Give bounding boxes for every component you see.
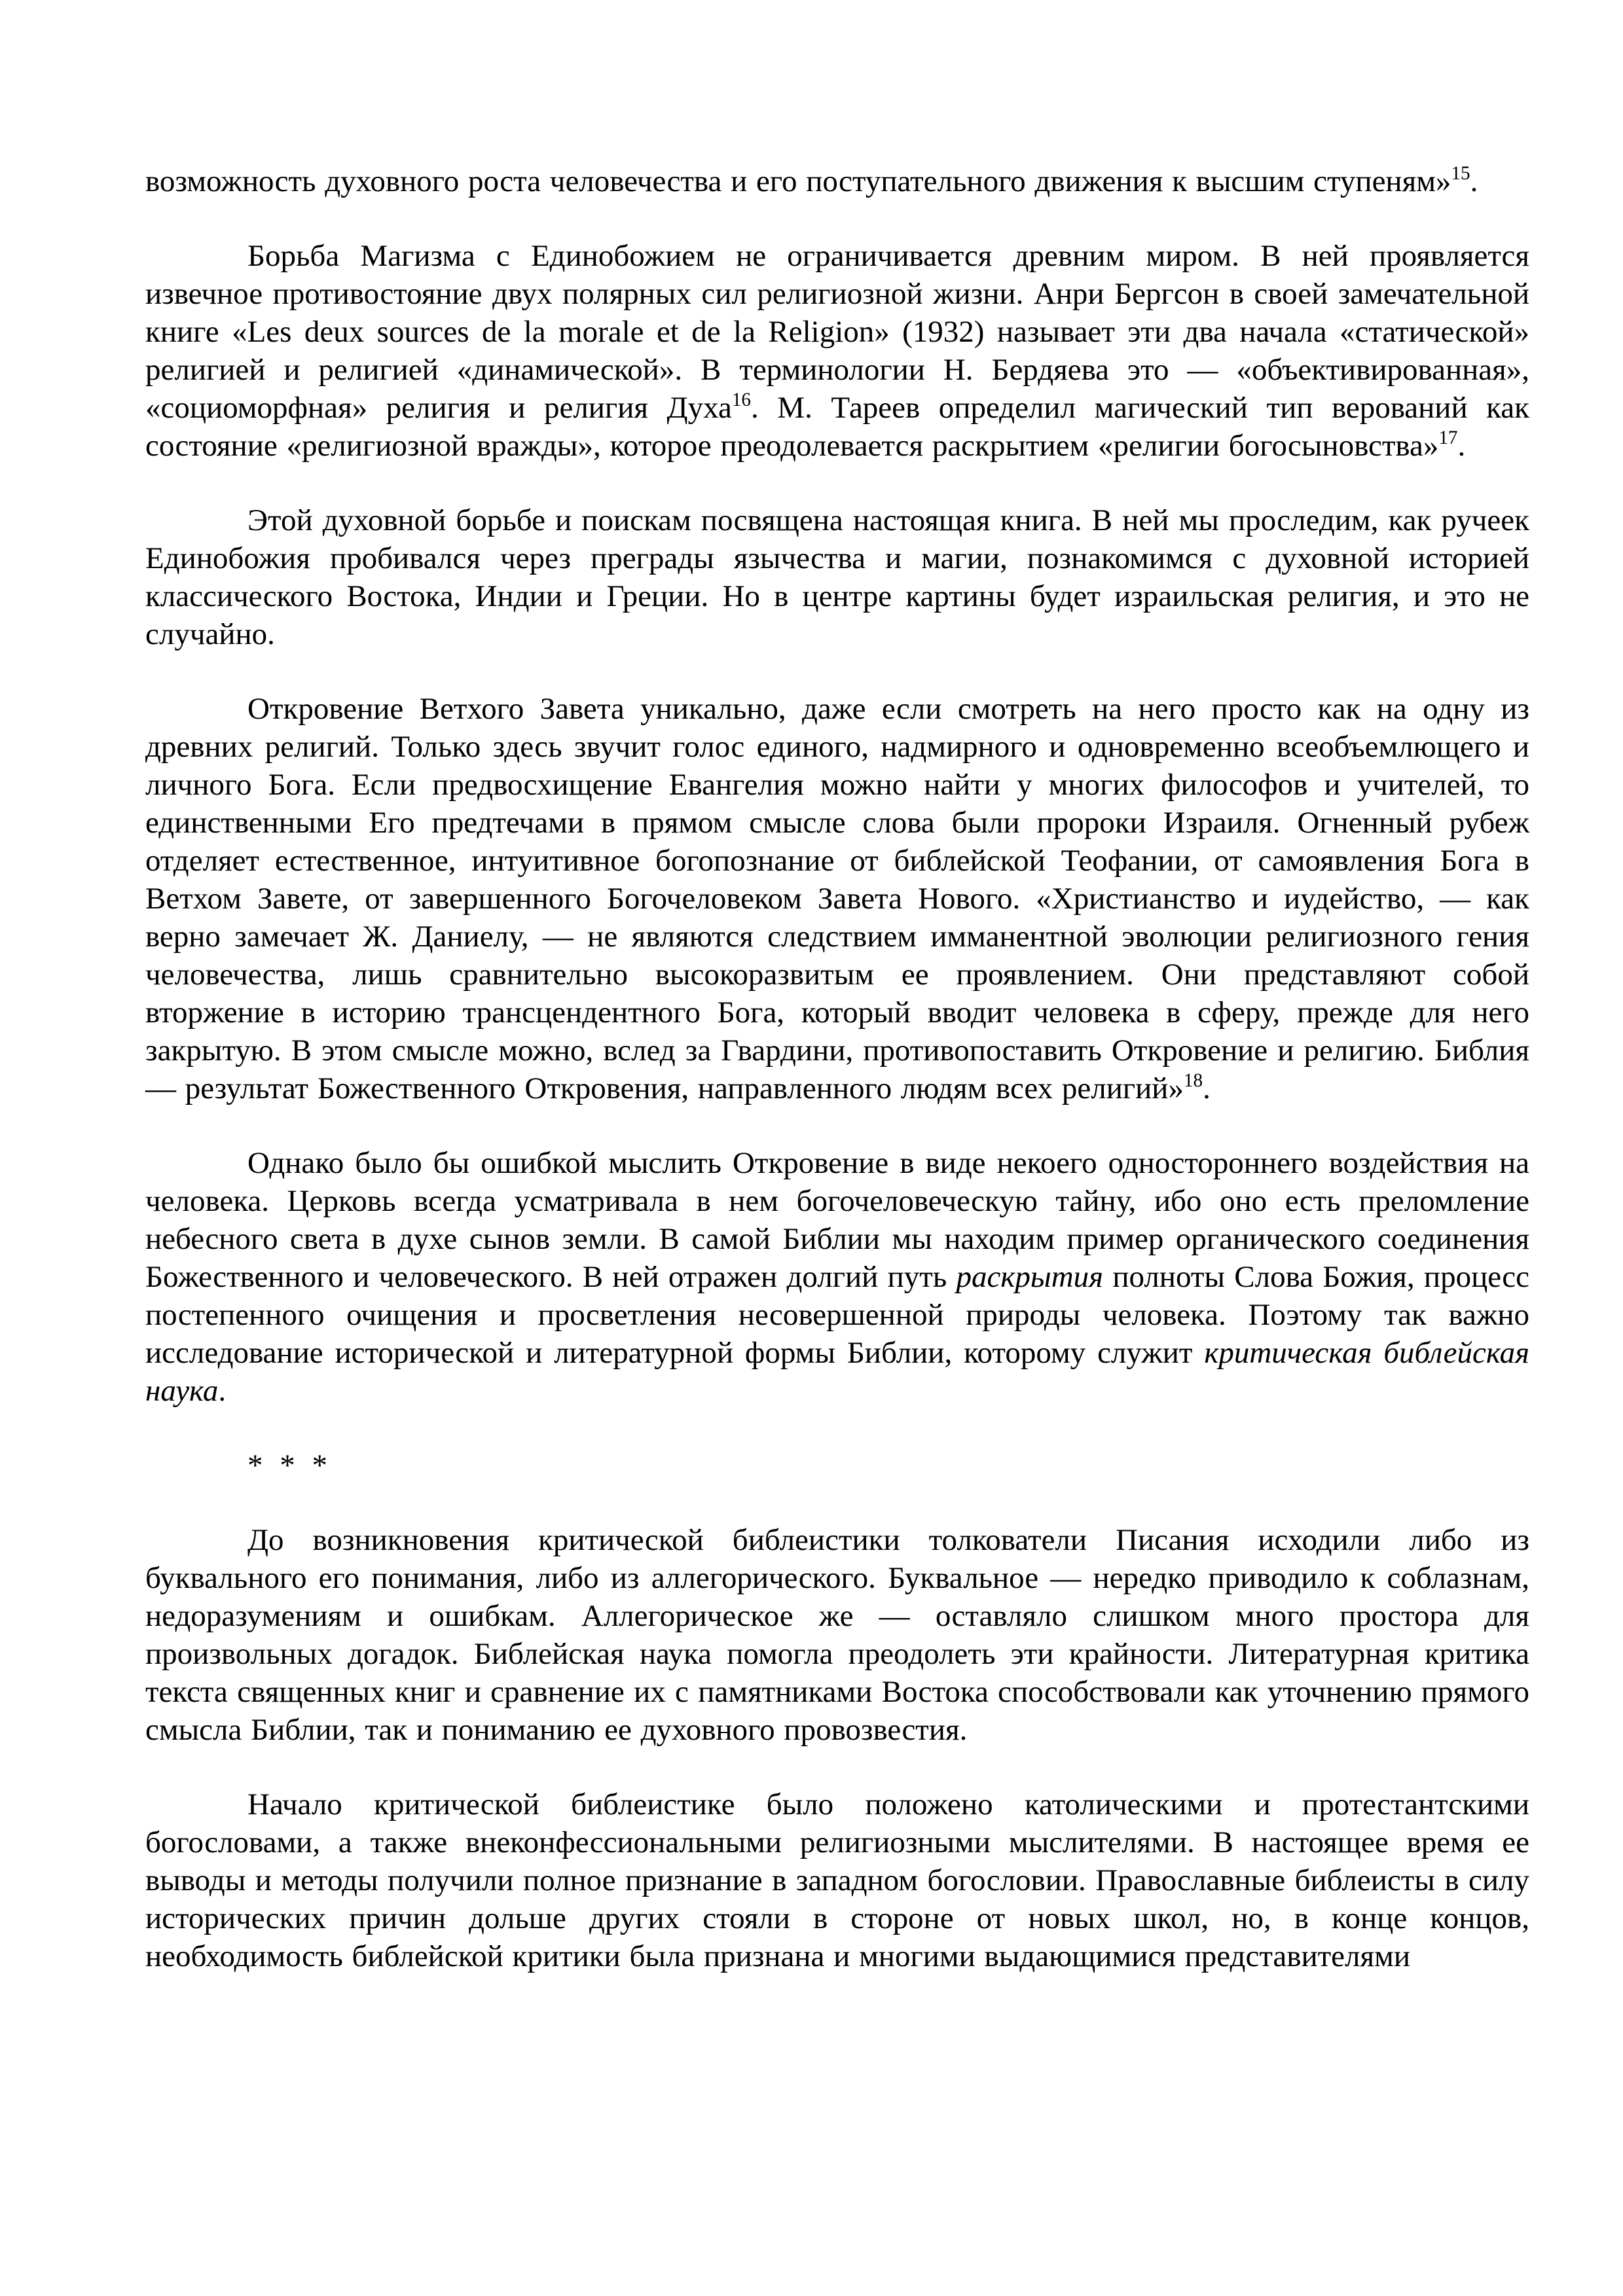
footnote-reference: 17 bbox=[1438, 427, 1458, 448]
page-body bbox=[145, 162, 1529, 1975]
text-run: Этой духовной борьбе и поискам посвящена настоящая книга. В ней мы проследим, как ручеек Единобожия пробивался через преграды язычества и магии, познакомимся с духовной историей классического Востока, Индии и Греции. Но в центре картины будет израильская религия, и это не случайно. bbox=[145, 503, 1529, 651]
italic-text: критическая библейская наука bbox=[145, 1336, 1529, 1408]
text-run: . bbox=[218, 1374, 227, 1408]
text-run: До возникновения критической библеистики толкователи Писания исходили либо из буквального его понимания, либо из аллегорического. Буквальное — нередко приводило к соблазнам, недоразумениям и ошибкам. Аллегорическое же — оставляло слишком много простора для произвольных догадок. Библейская наука помогла преодолеть эти крайности. Литературная критика текста священных книг и сравнение их с памятниками Востока способствовали как уточнению прямого смысла Библии, так и пониманию ее духовного провозвестия. bbox=[145, 1523, 1529, 1747]
footnote-reference: 18 bbox=[1183, 1069, 1203, 1091]
text-run: . bbox=[1457, 429, 1466, 463]
paragraph bbox=[145, 501, 1529, 653]
section-separator bbox=[145, 1446, 1529, 1484]
text-run: Откровение Ветхого Завета уникально, даже если смотреть на него просто как на одну из древних религий. Только здесь звучит голос единого, надмирного и одновременно всеобъемлющего и личного Бога. Если предвосхищение Евангелия можно найти у многих философов и учителей, то единственными Его предтечами в прямом смысле слова были пророки Израиля. Огненный рубеж отделяет естественное, интуитивное богопознание от библейской Теофании, от самоявления Бога в Ветхом Завете, от завершенного Богочеловеком Завета Нового. «Христианство и иудейство, — как верно замечает Ж. Даниелу, — не являются следствием имманентной эволюции религиозного гения человечества, лишь сравнительно высокоразвитым ее проявлением. Они представляют собой вторжение в историю трансцендентного Бога, который вводит человека в сферу, прежде для него закрытую. В этом смысле можно, вслед за Гвардини, противопоставить Откровение и религию. Библия — результат Божественного Откровения, направленного людям всех религий» bbox=[145, 692, 1529, 1105]
footnote-reference: 15 bbox=[1451, 162, 1470, 184]
text-run: * * * bbox=[247, 1448, 331, 1482]
text-run: . М. Тареев определил магический тип верований как состояние «религиозной вражды», которое преодолевается раскрытием «религии богосыновства» bbox=[145, 391, 1529, 463]
paragraph bbox=[145, 1521, 1529, 1749]
text-run: Борьба Магизма с Единобожием не ограничивается древним миром. В ней проявляется извечное противостояние двух полярных сил религиозной жизни. Анри Бергсон в своей замечательной книге «Les deux sources de la morale et de la Religion» (1932) называет эти два начала «статической» религией и религией «динамической». В терминологии Н. Бердяева это — «объективированная», «социоморфная» религия и религия Духа bbox=[145, 239, 1529, 425]
footnote-reference: 16 bbox=[731, 389, 751, 410]
text-run: . bbox=[1470, 164, 1478, 198]
paragraph bbox=[145, 690, 1529, 1107]
text-run: полноты Слова Божия, процесс постепенного очищения и просветления несовершенной природы человека. Поэтому так важно исследование исторической и литературной формы Библии, которому служит bbox=[145, 1260, 1529, 1370]
paragraph bbox=[145, 237, 1529, 465]
text-run: возможность духовного роста человечества и его поступательного движения к высшим ступеням» bbox=[145, 164, 1451, 198]
text-run: Однако было бы ошибкой мыслить Откровение в виде некоего одностороннего воздействия на человека. Церковь всегда усматривала в нем богочеловеческую тайну, ибо оно есть преломление небесного света в духе сынов земли. В самой Библии мы находим пример органического соединения Божественного и человеческого. В ней отражен долгий путь bbox=[145, 1146, 1529, 1294]
paragraph bbox=[145, 1144, 1529, 1410]
paragraph bbox=[145, 1785, 1529, 1975]
text-run: . bbox=[1203, 1071, 1211, 1105]
italic-text: раскрытия bbox=[956, 1260, 1103, 1294]
text-run: Начало критической библеистике было положено католическими и протестантскими богословами, а также внеконфессиональными религиозными мыслителями. В настоящее время ее выводы и методы получили полное признание в западном богословии. Православные библеисты в силу исторических причин дольше других стояли в стороне от новых школ, но, в конце концов, необходимость библейской критики была признана и многими выдающимися представителями bbox=[145, 1787, 1529, 1973]
paragraph bbox=[145, 162, 1529, 200]
